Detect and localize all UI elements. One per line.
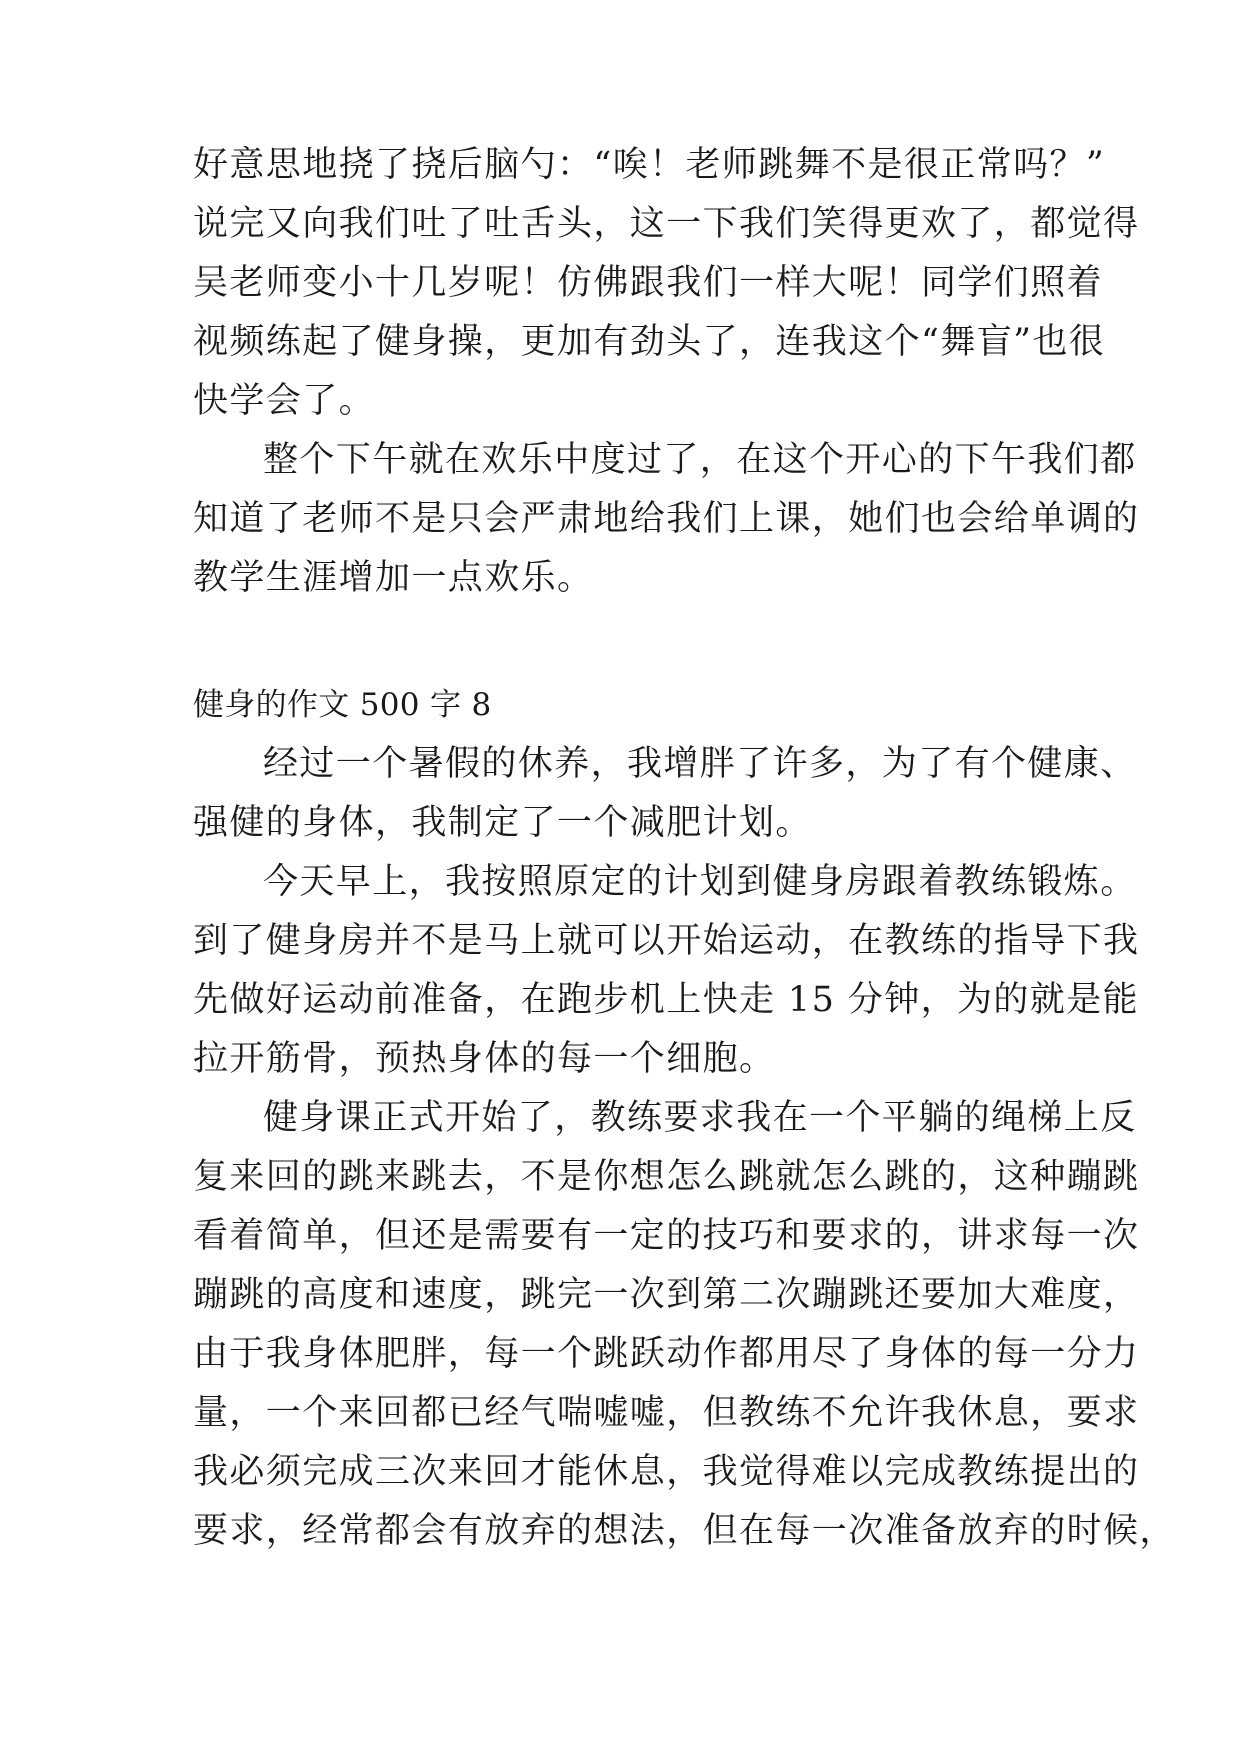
text-line: 快学会了。 [193, 381, 376, 421]
paragraph [193, 136, 1140, 431]
text-line: 拉开筋骨，预热身体的每一个细胞。 [193, 1039, 776, 1079]
text-line: 教学生涯增加一点欢乐。 [193, 558, 594, 598]
essay-section-1 [193, 136, 1140, 608]
text-line: 量，一个来回都已经气喘嘘嘘，但教练不允许我休息，要求 [193, 1393, 1140, 1433]
text-line: 我必须完成三次来回才能休息，我觉得难以完成教练提出的 [193, 1452, 1140, 1492]
text-line: 复来回的跳来跳去，不是你想怎么跳就怎么跳的，这种蹦跳 [193, 1157, 1140, 1197]
text-line: 蹦跳的高度和速度，跳完一次到第二次蹦跳还要加大难度， [193, 1275, 1140, 1315]
text-line: 好意思地挠了挠后脑勺：“唉！老师跳舞不是很正常吗？” [193, 145, 1106, 185]
paragraph [193, 1089, 1176, 1561]
essay-section-2 [193, 676, 1176, 1561]
text-line: 健身课正式开始了，教练要求我在一个平躺的绳梯上反 [263, 1098, 1137, 1138]
essay-title: 健身的作文 500 字 8 [193, 687, 492, 723]
text-line: 看着简单，但还是需要有一定的技巧和要求的，讲求每一次 [193, 1216, 1140, 1256]
text-line: 经过一个暑假的休养，我增胖了许多，为了有个健康、 [263, 744, 1137, 784]
text-line: 要求，经常都会有放弃的想法，但在每一次准备放弃的时候， [193, 1511, 1176, 1551]
paragraph [193, 853, 1140, 1089]
text-line: 今天早上，我按照原定的计划到健身房跟着教练锻炼。 [263, 862, 1137, 902]
text-line: 整个下午就在欢乐中度过了，在这个开心的下午我们都 [263, 440, 1137, 480]
text-line: 到了健身房并不是马上就可以开始运动，在教练的指导下我 [193, 921, 1140, 961]
paragraph [193, 431, 1140, 608]
text-line: 知道了老师不是只会严肃地给我们上课，她们也会给单调的 [193, 499, 1140, 539]
text-line: 由于我身体肥胖，每一个跳跃动作都用尽了身体的每一分力 [193, 1334, 1140, 1374]
text-line: 吴老师变小十几岁呢！仿佛跟我们一样大呢！同学们照着 [193, 263, 1104, 303]
text-line: 说完又向我们吐了吐舌头，这一下我们笑得更欢了，都觉得 [193, 204, 1140, 244]
text-line: 强健的身体，我制定了一个减肥计划。 [193, 803, 812, 843]
text-line: 视频练起了健身操，更加有劲头了，连我这个“舞盲”也很 [193, 322, 1106, 362]
paragraph [193, 735, 1137, 853]
text-line: 先做好运动前准备，在跑步机上快走 15 分钟，为的就是能 [193, 980, 1139, 1020]
